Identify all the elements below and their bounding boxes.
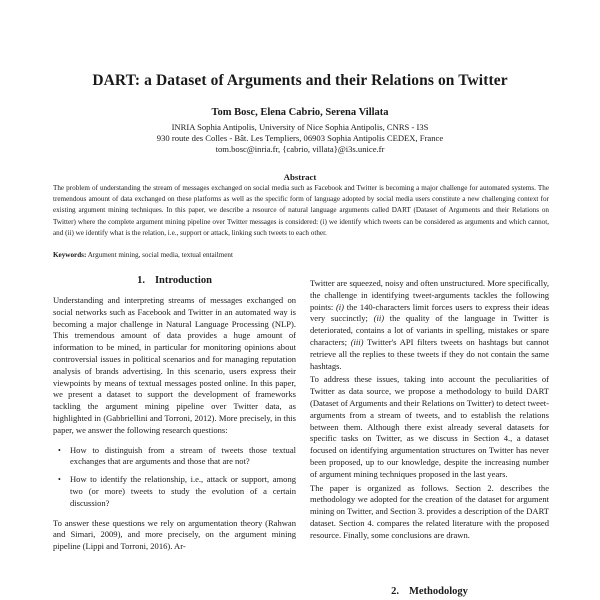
list-item: [53, 474, 296, 509]
section-title: Introduction: [154, 275, 212, 286]
section-number: 1.: [137, 275, 145, 286]
paper-title: DART: a Dataset of Arguments and their Relations on Twitter: [92, 72, 508, 89]
author-list: Tom Bosc, Elena Cabrio, Serena Villata: [211, 107, 389, 118]
section-heading-introduction: [53, 275, 296, 286]
address-line: 930 route des Colles - Bât. Les Templiers, 06903 Sophia Antipolis CEDEX, France: [156, 133, 444, 143]
abstract-heading: Abstract: [283, 172, 317, 182]
left-column: [53, 295, 296, 553]
affiliation-line: INRIA Sophia Antipolis, University of Nice Sophia Antipolis, CNRS - I3S: [171, 122, 429, 132]
list-item-text: How to distinguish from a stream of tweets those textual exchanges that are arguments and those that are not?: [70, 444, 296, 467]
list-item-text: How to identify the relationship, i.e., attack or support, among two (or more) tweets to study the evolution of a certain discussion?: [70, 474, 296, 508]
email-line: tom.bosc@inria.fr, {cabrio, villata}@i3s.unice.fr: [215, 144, 385, 154]
intro-paragraph: Understanding and interpreting streams of messages exchanged on social networks such as Facebook and Twitter in an automated way is becoming a major challenge in Natural Language Processing (NLP). This tremendous amount of data provides a huge amount of information to be mined, in particular for monitoring opinions about controversial issues in political scenarios and for managing reputation analysis of brands advertising. In this scenario, users express their viewpoints by means of textual messages posted online. In this paper, we present a dataset to support the development of frameworks tackling the argument mining pipeline over Twitter data, as highlighted in (Gabbriellini and Torroni, 2012). More precisely, in this paper, we answer the following research questions:: [53, 295, 296, 435]
keywords-label: Keywords:: [53, 251, 87, 259]
bullet-icon: •: [58, 475, 61, 485]
intro-paragraph: [310, 278, 549, 372]
enum-marker: (ii): [373, 313, 385, 324]
abstract-text: The problem of understanding the stream of messages exchanged on social media such as Facebook and Twitter is becoming a major challenge for automated systems. The tremendous amount of data exchanged on these platforms as well as the specific form of language adopted by social media users constitute a new challenging context for existing argument mining techniques. In this paper, we describe a resource of natural language arguments called DART (Dataset of Arguments and their Relations on Twitter) where the complete argument mining pipeline over Twitter messages is considered: (i) we identify which tweets can be considered as arguments and which cannot, and (ii) we identify what is the relation, i.e., support or attack, linking such tweets to each other.: [53, 184, 549, 237]
keywords-line: [53, 250, 549, 261]
list-item: [53, 445, 296, 469]
enum-marker: (iii): [350, 336, 364, 347]
section-title: Methodology: [408, 586, 468, 597]
keywords-text: Argument mining, social media, textual entailment: [87, 251, 233, 259]
paragraph-fragment: Twitter are squeezed, noisy and often unstructured. More specifically, the challenge in identifying tweet-arguments tackles the following points:: [310, 278, 549, 312]
bullet-icon: •: [58, 445, 61, 455]
intro-paragraph: To answer these questions we rely on argumentation theory (Rahwan and Simari, 2009), and more precisely, on the argument mining pipeline (Lippi and Torroni, 2016). Ar-: [53, 517, 296, 552]
section-number: 2.: [391, 586, 399, 597]
enum-marker: (i): [335, 301, 345, 312]
paragraph-fragment: Twitter's API filters tweets on hashtags but cannot retrieve all the replies to these tweets if they do not contain the same hashtags.: [310, 336, 549, 371]
paragraph-fragment: the 140-characters limit forces users to express their ideas very succinctly;: [310, 301, 549, 324]
paragraph-fragment: the quality of the language in Twitter is deteriorated, contains a lot of variants in spelling, mistakes or spare characters;: [310, 313, 549, 347]
intro-paragraph: The paper is organized as follows. Section 2. describes the methodology we adopted for the creation of the dataset for argument mining on Twitter, and Section 3. provides a description of the DART dataset. Section 4. compares the related literature with the proposed resource. Finally, some conclusions are drawn.: [310, 482, 549, 540]
intro-paragraph: To address these issues, taking into account the peculiarities of Twitter as data source, we propose a methodology to build DART (Dataset of Arguments and their Relations on Twitter) to detect tweet-arguments from a stream of tweets, and to establish the relations between them. Although there exist already several datasets for specific tasks on Twitter, as we discuss in Section 4., a dataset focused on identifying argumentation structures on Twitter has never been proposed, up to our knowledge, despite the increasing number of argument mining techniques proposed in the last years.: [310, 374, 549, 479]
section-heading-methodology: [310, 586, 549, 597]
research-questions-list: [53, 445, 296, 510]
right-column: [310, 278, 549, 542]
